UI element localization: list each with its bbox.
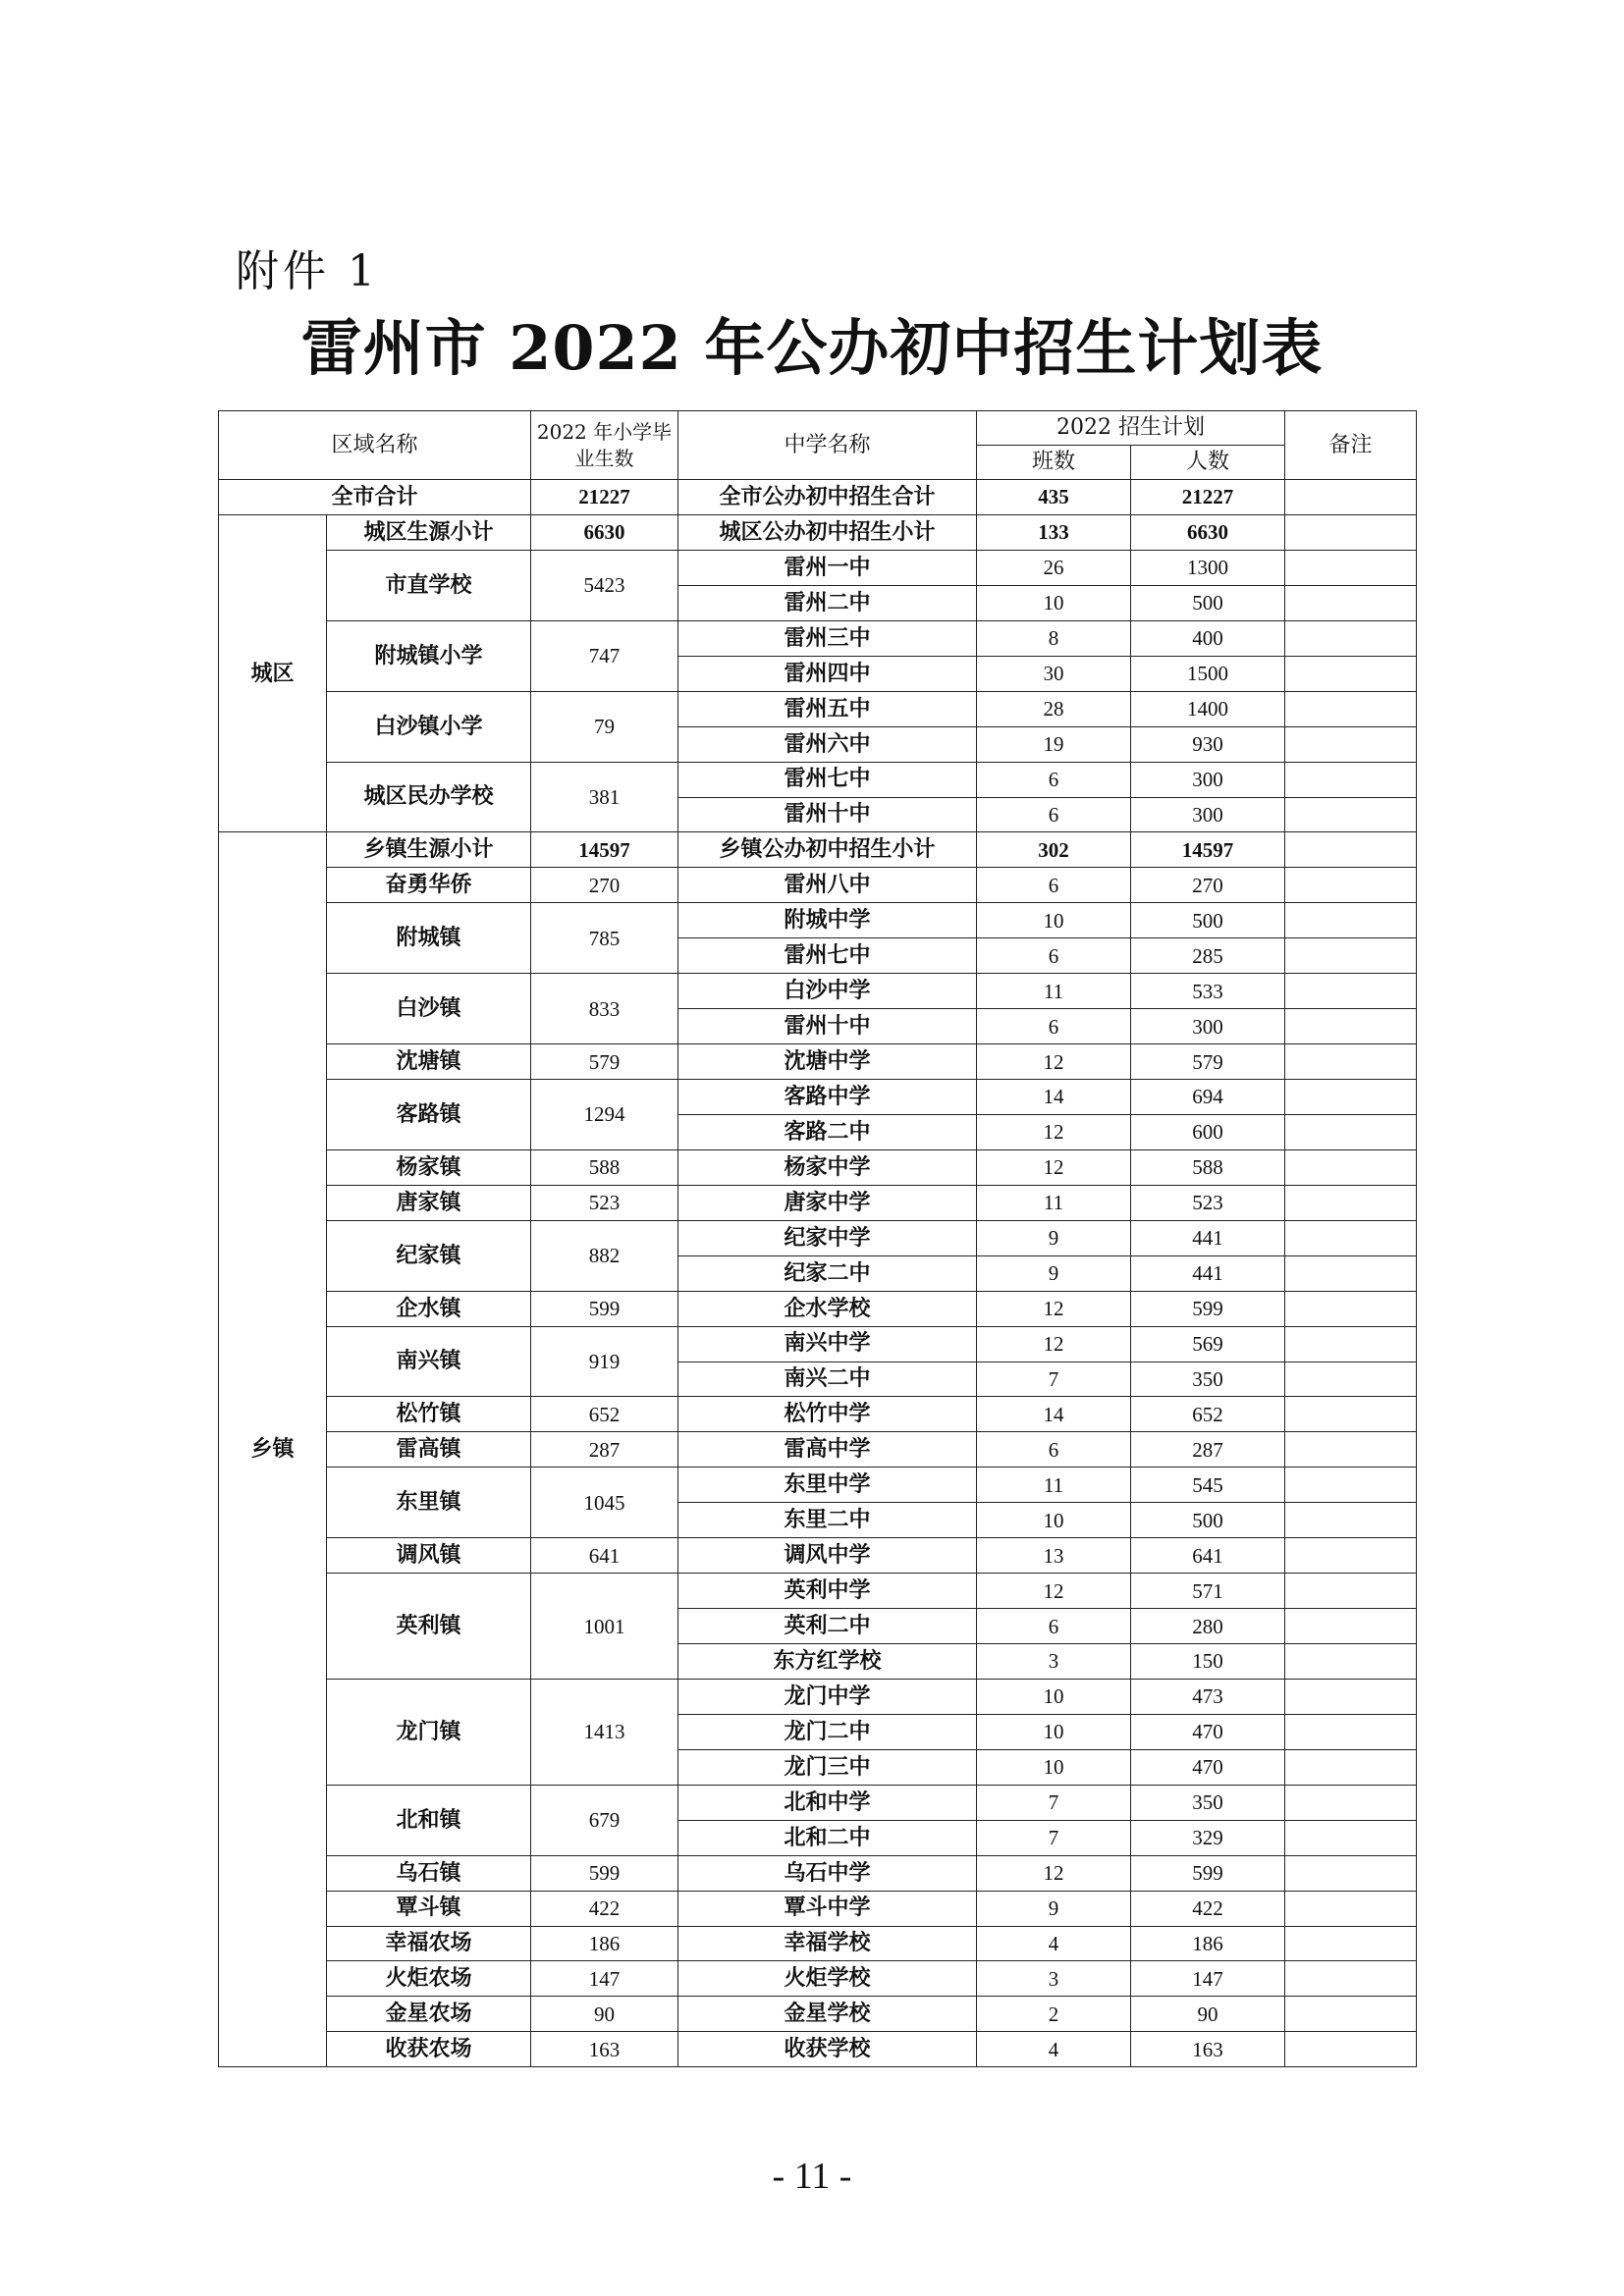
class-count: 12 [977,1855,1131,1891]
subtotal-school: 乡镇公办初中招生小计 [678,832,977,868]
school-name: 幸福学校 [678,1926,977,1961]
student-count: 599 [1131,1291,1285,1326]
class-count: 12 [977,1326,1131,1362]
class-count: 6 [977,1609,1131,1644]
school-name: 雷州七中 [678,938,977,974]
remarks-cell [1285,868,1417,903]
school-name: 雷州四中 [678,656,977,691]
class-count: 9 [977,1255,1131,1291]
remarks-cell [1285,1149,1417,1185]
student-count: 300 [1131,762,1285,797]
subtotal-label: 乡镇生源小计 [327,832,531,868]
remarks-cell [1285,1820,1417,1855]
remarks-cell [1285,1397,1417,1432]
graduates-count: 5423 [531,550,678,620]
table-row [219,1855,1417,1891]
student-count: 533 [1131,974,1285,1009]
school-name: 金星学校 [678,1997,977,2032]
class-count: 7 [977,1362,1131,1397]
subtotal-row [219,832,1417,868]
school-name: 乌石中学 [678,1855,977,1891]
table-row [219,974,1417,1009]
table-row [219,1397,1417,1432]
remarks-cell [1285,974,1417,1009]
table-row [219,1080,1417,1115]
school-name: 东里中学 [678,1468,977,1503]
remarks-cell [1285,1255,1417,1291]
school-name: 松竹中学 [678,1397,977,1432]
school-name: 雷州五中 [678,691,977,726]
school-name: 白沙中学 [678,974,977,1009]
total-row [219,480,1417,515]
table-row [219,1538,1417,1574]
total-students: 21227 [1131,480,1285,515]
table-row [219,1574,1417,1609]
remarks-cell [1285,762,1417,797]
class-count: 10 [977,585,1131,620]
school-name: 英利中学 [678,1574,977,1609]
source-area: 沈塘镇 [327,1044,531,1080]
remarks-cell [1285,1961,1417,1997]
table-row [219,1785,1417,1820]
table-row [219,1220,1417,1255]
table-row [219,550,1417,585]
graduates-count: 599 [531,1855,678,1891]
class-count: 6 [977,762,1131,797]
remarks-cell [1285,1432,1417,1468]
graduates-count: 785 [531,903,678,974]
subtotal-students: 14597 [1131,832,1285,868]
graduates-count: 641 [531,1538,678,1574]
source-area: 火炬农场 [327,1961,531,1997]
source-area: 东里镇 [327,1468,531,1538]
source-area: 附城镇小学 [327,620,531,691]
school-name: 雷高中学 [678,1432,977,1468]
class-count: 12 [977,1574,1131,1609]
source-area: 附城镇 [327,903,531,974]
source-area: 收获农场 [327,2032,531,2067]
remarks-cell [1285,620,1417,656]
table-row [219,1926,1417,1961]
class-count: 4 [977,1926,1131,1961]
remarks-cell [1285,1009,1417,1044]
remarks-cell [1285,1326,1417,1362]
remarks-cell [1285,1185,1417,1220]
table-row [219,2032,1417,2067]
graduates-count: 270 [531,868,678,903]
student-count: 422 [1131,1891,1285,1926]
source-area: 企水镇 [327,1291,531,1326]
class-count: 3 [977,1644,1131,1680]
source-area: 唐家镇 [327,1185,531,1220]
school-name: 南兴二中 [678,1362,977,1397]
graduates-count: 833 [531,974,678,1044]
school-name: 雷州一中 [678,550,977,585]
table-row [219,1679,1417,1714]
remarks-cell [1285,1468,1417,1503]
remarks-cell [1285,1044,1417,1080]
header-plan: 2022 招生计划 [977,411,1285,446]
table-row [219,1432,1417,1468]
graduates-count: 747 [531,620,678,691]
student-count: 500 [1131,903,1285,938]
graduates-count: 90 [531,1997,678,2032]
source-area: 白沙镇 [327,974,531,1044]
class-count: 12 [977,1291,1131,1326]
class-count: 4 [977,2032,1131,2067]
class-count: 10 [977,1679,1131,1714]
school-name: 英利二中 [678,1609,977,1644]
table-row [219,1961,1417,1997]
student-count: 641 [1131,1538,1285,1574]
attachment-label: 附件 1 [236,246,379,296]
student-count: 599 [1131,1855,1285,1891]
total-school: 全市公办初中招生合计 [678,480,977,515]
graduates-count: 1413 [531,1679,678,1785]
table-row [219,1185,1417,1220]
class-count: 14 [977,1397,1131,1432]
class-count: 11 [977,1185,1131,1220]
graduates-count: 287 [531,1432,678,1468]
source-area: 乌石镇 [327,1855,531,1891]
student-count: 287 [1131,1432,1285,1468]
graduates-count: 599 [531,1291,678,1326]
student-count: 350 [1131,1362,1285,1397]
student-count: 545 [1131,1468,1285,1503]
student-count: 329 [1131,1820,1285,1855]
school-name: 龙门二中 [678,1714,977,1749]
class-count: 6 [977,938,1131,974]
class-count: 10 [977,1503,1131,1538]
remarks-cell [1285,832,1417,868]
student-count: 600 [1131,1114,1285,1149]
remarks-cell [1285,938,1417,974]
school-name: 唐家中学 [678,1185,977,1220]
zone-label: 乡镇 [219,832,327,2067]
graduates-count: 652 [531,1397,678,1432]
class-count: 12 [977,1044,1131,1080]
remarks-cell [1285,1855,1417,1891]
student-count: 569 [1131,1326,1285,1362]
remarks-cell [1285,726,1417,762]
student-count: 147 [1131,1961,1285,1997]
remarks-cell [1285,1080,1417,1115]
graduates-count: 147 [531,1961,678,1997]
school-name: 客路中学 [678,1080,977,1115]
school-name: 企水学校 [678,1291,977,1326]
total-classes: 435 [977,480,1131,515]
subtotal-school: 城区公办初中招生小计 [678,515,977,551]
subtotal-classes: 133 [977,515,1131,551]
class-count: 6 [977,868,1131,903]
source-area: 北和镇 [327,1785,531,1855]
school-name: 雷州十中 [678,797,977,832]
student-count: 652 [1131,1397,1285,1432]
source-area: 雷高镇 [327,1432,531,1468]
student-count: 350 [1131,1785,1285,1820]
graduates-count: 1001 [531,1574,678,1680]
class-count: 14 [977,1080,1131,1115]
source-area: 龙门镇 [327,1679,531,1785]
table-row [219,1149,1417,1185]
class-count: 6 [977,797,1131,832]
table-row [219,1044,1417,1080]
header-remarks: 备注 [1285,411,1417,480]
remarks-cell [1285,1362,1417,1397]
remarks-cell [1285,656,1417,691]
header-school: 中学名称 [678,411,977,480]
class-count: 8 [977,620,1131,656]
graduates-count: 919 [531,1326,678,1397]
source-area: 覃斗镇 [327,1891,531,1926]
class-count: 10 [977,1714,1131,1749]
graduates-count: 523 [531,1185,678,1220]
subtotal-graduates: 6630 [531,515,678,551]
graduates-count: 882 [531,1220,678,1291]
student-count: 470 [1131,1714,1285,1749]
remarks-cell [1285,1891,1417,1926]
header-row [219,411,1417,446]
class-count: 10 [977,903,1131,938]
class-count: 19 [977,726,1131,762]
school-name: 纪家中学 [678,1220,977,1255]
source-area: 白沙镇小学 [327,691,531,762]
graduates-count: 163 [531,2032,678,2067]
class-count: 2 [977,1997,1131,2032]
remarks-cell [1285,1714,1417,1749]
header-region: 区域名称 [219,411,531,480]
header-students: 人数 [1131,446,1285,480]
table-row [219,1891,1417,1926]
source-area: 市直学校 [327,550,531,620]
student-count: 400 [1131,620,1285,656]
subtotal-row [219,515,1417,551]
source-area: 客路镇 [327,1080,531,1150]
graduates-count: 1045 [531,1468,678,1538]
remarks-cell [1285,1609,1417,1644]
school-name: 杨家中学 [678,1149,977,1185]
class-count: 30 [977,656,1131,691]
table-row [219,1468,1417,1503]
total-remarks [1285,480,1417,515]
student-count: 473 [1131,1679,1285,1714]
class-count: 11 [977,974,1131,1009]
class-count: 9 [977,1220,1131,1255]
remarks-cell [1285,1997,1417,2032]
school-name: 纪家二中 [678,1255,977,1291]
class-count: 12 [977,1114,1131,1149]
page-title: 雷州市 2022 年公办初中招生计划表 [300,312,1324,384]
remarks-cell [1285,2032,1417,2067]
class-count: 6 [977,1432,1131,1468]
student-count: 90 [1131,1997,1285,2032]
graduates-count: 79 [531,691,678,762]
total-graduates: 21227 [531,480,678,515]
table-row [219,762,1417,797]
school-name: 调风中学 [678,1538,977,1574]
class-count: 28 [977,691,1131,726]
school-name: 雷州二中 [678,585,977,620]
class-count: 7 [977,1820,1131,1855]
source-area: 杨家镇 [327,1149,531,1185]
remarks-cell [1285,691,1417,726]
class-count: 9 [977,1891,1131,1926]
enrollment-plan-table [218,410,1417,2067]
remarks-cell [1285,1679,1417,1714]
student-count: 285 [1131,938,1285,974]
source-area: 奋勇华侨 [327,868,531,903]
table-row [219,903,1417,938]
remarks-cell [1285,1749,1417,1785]
source-area: 幸福农场 [327,1926,531,1961]
school-name: 雷州六中 [678,726,977,762]
page-number: - 11 - [772,2156,852,2197]
student-count: 300 [1131,1009,1285,1044]
header-graduates: 2022 年小学毕业生数 [531,411,678,480]
student-count: 579 [1131,1044,1285,1080]
graduates-count: 422 [531,1891,678,1926]
class-count: 7 [977,1785,1131,1820]
school-name: 东里二中 [678,1503,977,1538]
class-count: 26 [977,550,1131,585]
remarks-cell [1285,1926,1417,1961]
subtotal-graduates: 14597 [531,832,678,868]
class-count: 13 [977,1538,1131,1574]
student-count: 500 [1131,585,1285,620]
graduates-count: 186 [531,1926,678,1961]
graduates-count: 679 [531,1785,678,1855]
school-name: 客路二中 [678,1114,977,1149]
student-count: 441 [1131,1255,1285,1291]
student-count: 441 [1131,1220,1285,1255]
school-name: 龙门中学 [678,1679,977,1714]
school-name: 雷州十中 [678,1009,977,1044]
table-row [219,691,1417,726]
table-row [219,1326,1417,1362]
remarks-cell [1285,1538,1417,1574]
table-row [219,620,1417,656]
student-count: 186 [1131,1926,1285,1961]
school-name: 覃斗中学 [678,1891,977,1926]
school-name: 龙门三中 [678,1749,977,1785]
student-count: 270 [1131,868,1285,903]
graduates-count: 1294 [531,1080,678,1150]
source-area: 英利镇 [327,1574,531,1680]
school-name: 南兴中学 [678,1326,977,1362]
source-area: 城区民办学校 [327,762,531,832]
table-row [219,1291,1417,1326]
table-row [219,868,1417,903]
subtotal-students: 6630 [1131,515,1285,551]
remarks-cell [1285,1220,1417,1255]
student-count: 470 [1131,1749,1285,1785]
remarks-cell [1285,1114,1417,1149]
student-count: 1300 [1131,550,1285,585]
remarks-cell [1285,515,1417,551]
student-count: 694 [1131,1080,1285,1115]
class-count: 3 [977,1961,1131,1997]
remarks-cell [1285,1291,1417,1326]
remarks-cell [1285,903,1417,938]
subtotal-label: 城区生源小计 [327,515,531,551]
student-count: 571 [1131,1574,1285,1609]
remarks-cell [1285,1644,1417,1680]
school-name: 北和中学 [678,1785,977,1820]
remarks-cell [1285,797,1417,832]
class-count: 10 [977,1749,1131,1785]
student-count: 588 [1131,1149,1285,1185]
source-area: 调风镇 [327,1538,531,1574]
class-count: 6 [977,1009,1131,1044]
class-count: 12 [977,1149,1131,1185]
school-name: 北和二中 [678,1820,977,1855]
source-area: 松竹镇 [327,1397,531,1432]
school-name: 收获学校 [678,2032,977,2067]
source-area: 金星农场 [327,1997,531,2032]
student-count: 163 [1131,2032,1285,2067]
graduates-count: 588 [531,1149,678,1185]
class-count: 11 [977,1468,1131,1503]
student-count: 1400 [1131,691,1285,726]
school-name: 火炬学校 [678,1961,977,1997]
remarks-cell [1285,1503,1417,1538]
remarks-cell [1285,550,1417,585]
source-area: 纪家镇 [327,1220,531,1291]
header-classes: 班数 [977,446,1131,480]
student-count: 930 [1131,726,1285,762]
student-count: 150 [1131,1644,1285,1680]
school-name: 雷州三中 [678,620,977,656]
subtotal-classes: 302 [977,832,1131,868]
remarks-cell [1285,1785,1417,1820]
total-label: 全市合计 [219,480,531,515]
graduates-count: 579 [531,1044,678,1080]
zone-label: 城区 [219,515,327,832]
student-count: 300 [1131,797,1285,832]
student-count: 523 [1131,1185,1285,1220]
school-name: 沈塘中学 [678,1044,977,1080]
source-area: 南兴镇 [327,1326,531,1397]
remarks-cell [1285,585,1417,620]
student-count: 1500 [1131,656,1285,691]
school-name: 东方红学校 [678,1644,977,1680]
graduates-count: 381 [531,762,678,832]
school-name: 雷州七中 [678,762,977,797]
remarks-cell [1285,1574,1417,1609]
school-name: 雷州八中 [678,868,977,903]
school-name: 附城中学 [678,903,977,938]
student-count: 500 [1131,1503,1285,1538]
table-row [219,1997,1417,2032]
student-count: 280 [1131,1609,1285,1644]
